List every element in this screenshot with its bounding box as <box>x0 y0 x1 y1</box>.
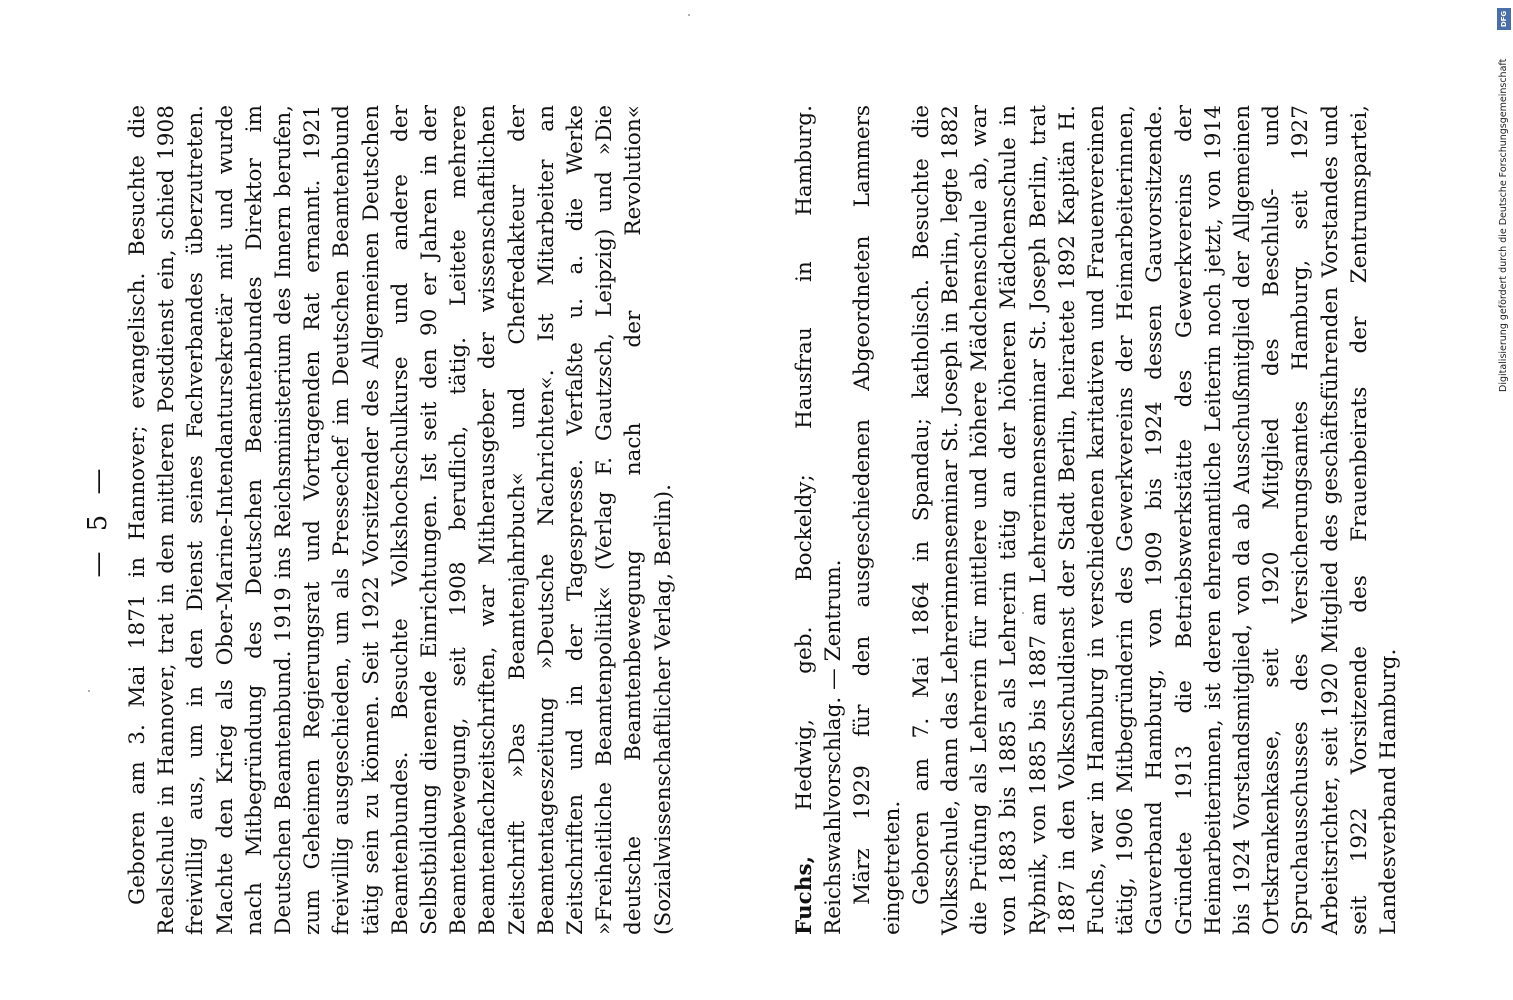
biography-paragraph: Geboren am 7. Mai 1864 in Spandau; katholisch. Besuchte die Volksschule, dann das Lehrerinnenseminar St. Joseph in Berlin, legte 1882 die Prüfung als Lehrerin für mittlere und höhere Mädchenschule ab, war von 1883 bis 1885 als Lehrerin tätig an der höheren Mädchenschule in Rybnik, von 1885 bis 1887 am Lehrerinnenseminar St. Joseph Berlin, trat 1887 in den Volksschuldienst der Stadt Berlin, heiratete 1892 Kapitän H. Fuchs, war in Hamburg in verschiedenen karitativen und Frauenvereinen tätig, 1906 Mitbegründerin des Gewerkvereins der Heimarbeiterinnen, Gauverband Hamburg, von 1909 bis 1924 dessen Gauvorsitzende. Gründete 1913 die Betriebswerkstätte des Gewerkvereins der Heimarbeiterinnen, ist deren ehrenamtliche Leiterin noch jetzt, von 1914 bis 1924 Vorstandsmitglied, von da ab Ausschußmitglied der Allgemeinen Ortskrankenkasse, seit 1920 Mitglied des Beschluß- und Spruchausschusses des Versicherungsamtes Hamburg, seit 1927 Arbeitsrichter, seit 1920 Mitglied des geschäftsführenden Vorstandes und seit 1922 Vorsitzende des Frauenbeirats der Zentrumspartei, Landesverband Hamburg. <box>908 105 1402 935</box>
rotated-text-block <box>78 105 1403 935</box>
scan-speck <box>88 690 90 692</box>
entry-heading-details: Hedwig, geb. Bockeldy; Hausfrau in Hamburg. Reichswahlvorschlag. — Zentrum. <box>792 105 847 935</box>
page-number: — 5 — <box>83 462 113 578</box>
member-name: Fuchs, <box>792 855 817 935</box>
biography-paragraph: Geboren am 3. Mai 1871 in Hannover; evangelisch. Besuchte die Realschule in Hannover, trat in den mittleren Postdienst ein, schied 1908 freiwillig aus, um in den Dienst seines Fachverbandes überzutreten. Machte den Krieg als Ober-Marine-Intendantursekretär mit und wurde nach Mitbegründung des Deutschen Beamtenbundes Direktor im Deutschen Beamtenbund. 1919 ins Reichsministerium des Innern berufen, zum Geheimen Regierungsrat und Vortragenden Rat ernannt. 1921 freiwillig ausgeschieden, um als Pressechef im Deutschen Beamtenbund tätig sein zu können. Seit 1922 Vorsitzender des Allgemeinen Deutschen Beamtenbundes. Besuchte Volkshochschulkurse und andere der Selbstbildung dienende Einrichtungen. Ist seit den 90 er Jahren in der Beamtenbewegung, seit 1908 beruflich, tätig. Leitete mehrere Beamtenfachzeitschriften, war Mitherausgeber der wissenschaftlichen Zeitschrift »Das Beamtenjahrbuch« und Chefredakteur der Beamtentageszeitung »Deutsche Nachrichten«. Ist Mitarbeiter an Zeitschriften und in der Tagespresse. Verfaßte u. a. die Werke »Freiheitliche Beamtenpolitik« (Verlag F. Gautzsch, Leipzig) und »Die deutsche Beamtenbewegung nach der Revolution« (Sozialwissenschaftlicher Verlag, Berlin). <box>125 105 676 935</box>
entry-heading <box>790 105 848 935</box>
biography-entry <box>123 105 678 935</box>
dfg-logo: DFG <box>1497 8 1511 30</box>
funding-note: Digitalisierung gefördert durch die Deutsche Forschungsgemeinschaft <box>1498 58 1509 392</box>
scan-speck <box>1022 612 1024 614</box>
scan-speck <box>688 14 690 16</box>
entry-note: März 1929 für den ausgeschiedenen Abgeordneten Lammers eingetreten. <box>850 105 905 935</box>
biography-entry-fuchs <box>790 105 1403 935</box>
